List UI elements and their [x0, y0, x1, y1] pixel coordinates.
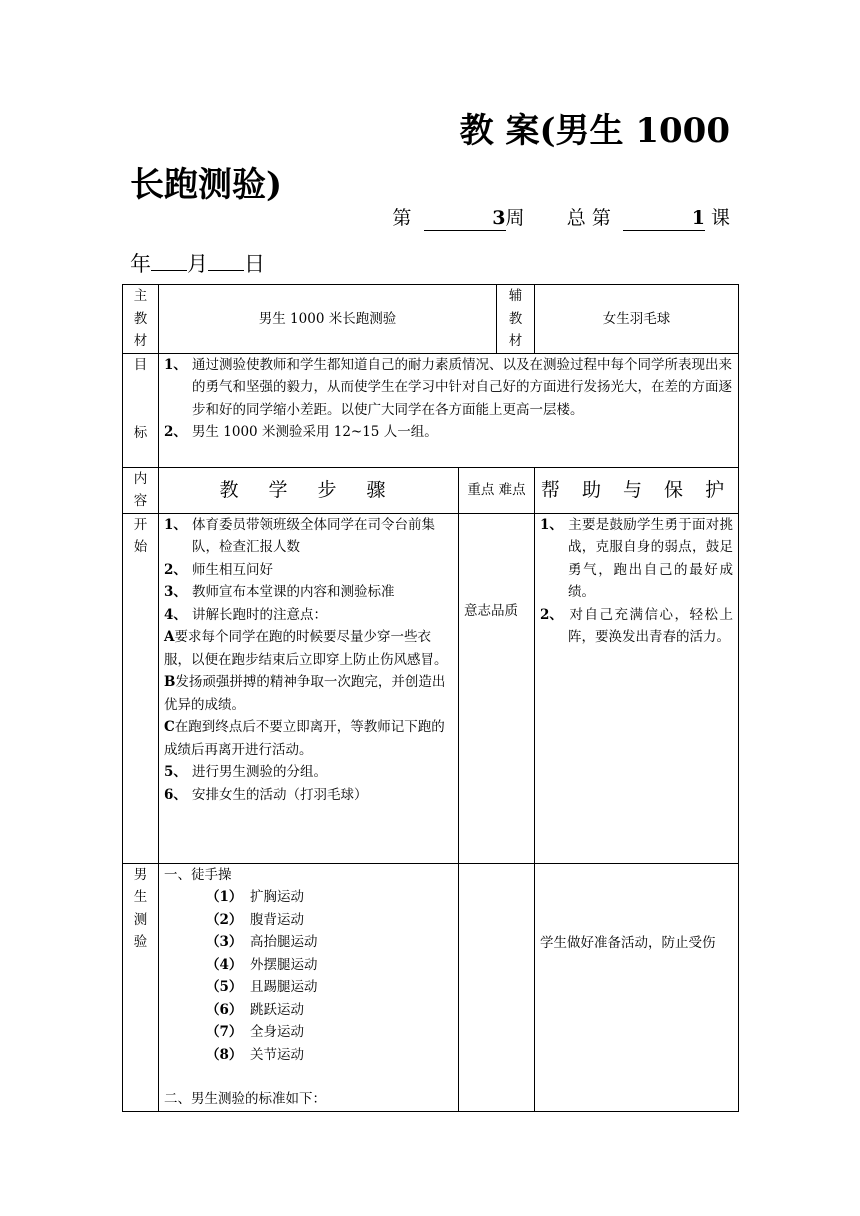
help-item: 2、 对自己充满信心，轻松上阵，要涣发出青春的活力。	[540, 606, 733, 645]
month-blank	[151, 248, 187, 271]
start-keypoint: 意志品质	[459, 513, 535, 863]
step-sub-item: C在跑到终点后不要立即离开，等教师记下跑的成绩后再离开进行活动。	[164, 719, 445, 758]
start-label: 开 始	[123, 513, 159, 863]
exercise-item: （3） 高抬腿运动	[206, 934, 318, 950]
lesson-number: 1	[623, 206, 705, 231]
lesson-label: 课	[710, 207, 730, 229]
week-lesson-line	[130, 203, 730, 233]
objectives-label: 目 标	[123, 353, 159, 467]
total-prefix: 总 第	[566, 207, 611, 229]
start-row	[123, 513, 739, 863]
step-item: 1、 体育委员带领班级全体同学在司令台前集队，检查汇报人数	[164, 516, 435, 555]
objective-item: 1、 通过测验使教师和学生都知道自己的耐力素质情况、以及在测验过程中每个同学所表现出来的勇气和坚强的毅力，从而使学生在学习中针对自己好的方面进行发扬光大，在差的方面逐步和好的同学缩小差距。以使广大同学在各方面能上更高一层楼。	[164, 356, 732, 418]
step-item: 2、 师生相互问好	[164, 561, 273, 578]
start-steps	[159, 513, 459, 863]
step-item: 6、 安排女生的活动（打羽毛球）	[164, 786, 368, 803]
aux-material-value: 女生羽毛球	[535, 285, 739, 354]
week-prefix: 第	[392, 207, 412, 229]
objective-item: 2、 男生 1000 米测验采用 12~15 人一组。	[164, 424, 438, 440]
header-row	[123, 467, 739, 513]
objectives-content	[159, 353, 739, 467]
main-material-value: 男生 1000 米长跑测验	[159, 285, 497, 354]
test-label: 男 生 测 验	[123, 863, 159, 1111]
help-item: 1、 主要是鼓励学生勇于面对挑战，克服自身的弱点，鼓足勇气，跑出自己的最好成绩。	[540, 516, 733, 600]
step-item: 3、 教师宣布本堂课的内容和测验标准	[164, 584, 395, 600]
test-steps	[159, 863, 459, 1111]
materials-row	[123, 285, 739, 354]
exercise-item: （5） 且踢腿运动	[206, 979, 318, 995]
help-protect-header: 帮 助 与 保 护	[535, 467, 739, 513]
year-label: 年	[130, 252, 151, 276]
step-sub-item: B发扬顽强拼搏的精神争取一次跑完，并创造出优异的成绩。	[164, 674, 446, 713]
exercise-item: （1） 扩胸运动	[206, 889, 304, 905]
exercise-item: （2） 腹背运动	[206, 911, 304, 928]
month-label: 月	[187, 252, 208, 276]
lesson-title	[130, 104, 730, 212]
title-line-1: 教 案(男生 1000	[459, 111, 730, 151]
teaching-steps-header: 教 学 步 骤	[159, 467, 459, 513]
lesson-plan-table	[122, 284, 739, 1112]
week-number: 3	[424, 206, 506, 231]
title-line-2: 长跑测验)	[130, 165, 283, 205]
start-help	[535, 513, 739, 863]
step-sub-item: A要求每个同学在跑的时候要尽量少穿一些衣服，以便在跑步结束后立即穿上防止伤风感冒。	[164, 629, 448, 668]
warmup-heading: 一、徒手操	[164, 866, 232, 883]
date-line	[130, 248, 730, 279]
week-label: 周	[505, 207, 525, 229]
step-item: 4、 讲解长跑时的注意点：	[164, 606, 327, 623]
day-blank	[208, 248, 244, 271]
content-label: 内 容	[123, 467, 159, 513]
day-label: 日	[244, 252, 265, 276]
keypoints-header: 重点 难点	[459, 467, 535, 513]
main-material-label: 主 教 材	[123, 285, 159, 354]
standards-heading: 二、男生测验的标准如下：	[164, 1091, 326, 1107]
exercise-item: （7） 全身运动	[206, 1024, 304, 1040]
aux-material-label: 辅 教 材	[497, 285, 535, 354]
step-item: 5、 进行男生测验的分组。	[164, 764, 327, 780]
exercise-item: （8） 关节运动	[206, 1046, 304, 1063]
test-keypoint	[459, 863, 535, 1111]
test-help: 学生做好准备活动，防止受伤	[535, 863, 739, 1111]
exercise-item: （6） 跳跃运动	[206, 1001, 304, 1018]
test-row	[123, 863, 739, 1111]
objectives-row	[123, 353, 739, 467]
exercise-item: （4） 外摆腿运动	[206, 956, 318, 973]
